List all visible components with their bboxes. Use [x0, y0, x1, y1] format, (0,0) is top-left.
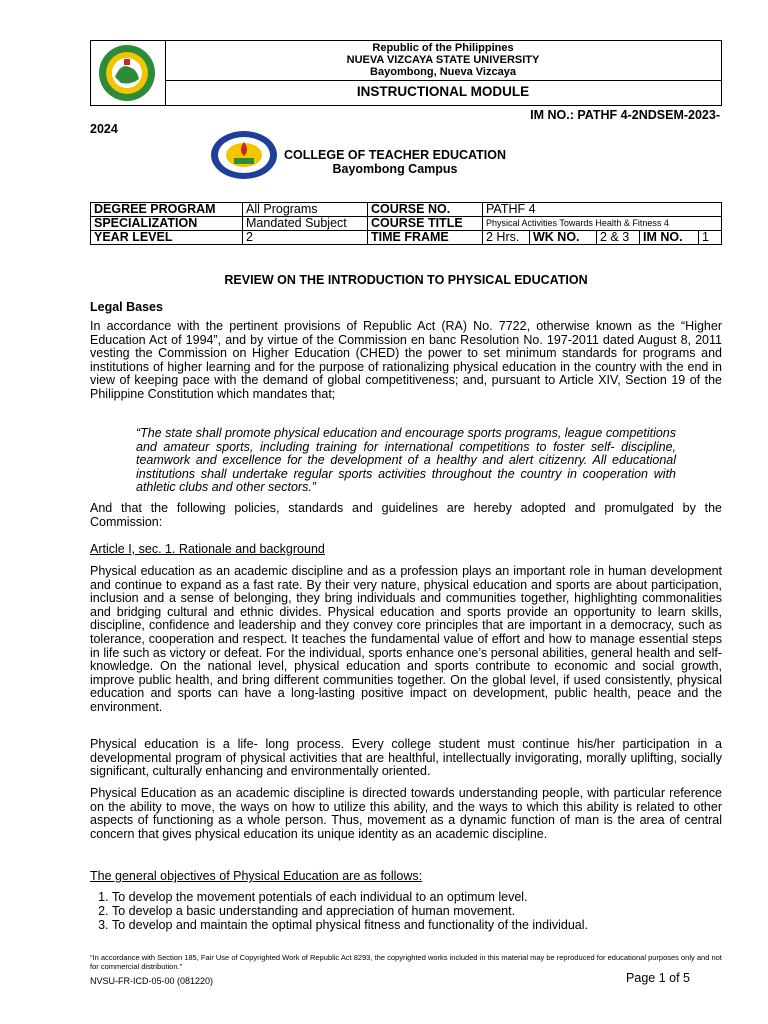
wk-no-value: 2 & 3	[597, 231, 640, 244]
table-row	[91, 217, 722, 231]
objectives-list	[90, 890, 744, 932]
course-info-table	[90, 202, 722, 245]
table-row	[91, 203, 722, 217]
course-no-label: COURSE NO.	[368, 203, 483, 217]
paragraph-legal-bases: In accordance with the pertinent provisions of Republic Act (RA) No. 7722, otherwise known as the “Higher Education Act of 1994”, and by virtue of the Commission en banc Resolution No. 197-2011 dated August 8, 2011 vesting the Commission on Higher Education (CHED) the power to set minimum standards for programs and institutions of higher learning and for the purpose of rationalizing physical education in the country with the end in view of keeping pace with the demand of global competitiveness; and, pursuant to Article XIV, Section 19 of the Philippine Constitution which mandates that;	[90, 319, 722, 401]
list-item: 2. To develop a basic understanding and appreciation of human movement.	[112, 904, 744, 918]
year-level-label: YEAR LEVEL	[91, 231, 243, 245]
degree-program-label: DEGREE PROGRAM	[91, 203, 243, 217]
time-frame-label: TIME FRAME	[368, 231, 483, 245]
college-info	[284, 148, 506, 176]
im-no-label: IM NO.	[640, 231, 699, 244]
course-title-label: COURSE TITLE	[368, 217, 483, 231]
university-location: Bayombong, Nueva Vizcaya	[370, 66, 516, 78]
college-campus: Bayombong Campus	[332, 162, 458, 176]
degree-program-value: All Programs	[243, 203, 368, 217]
college-logo	[210, 130, 278, 185]
form-number: NVSU-FR-ICD-05-00 (081220)	[90, 976, 214, 986]
year-level-value: 2	[243, 231, 368, 245]
list-item: 3. To develop and maintain the optimal physical fitness and functionality of the individual.	[112, 918, 744, 932]
document-header	[90, 40, 722, 106]
article-heading: Article I, sec. 1. Rationale and background	[90, 542, 325, 556]
list-item: 1. To develop the movement potentials of each individual to an optimum level.	[112, 890, 744, 904]
college-seal-icon	[210, 130, 278, 180]
time-frame-subtable	[483, 231, 721, 244]
college-name: COLLEGE OF TEACHER EDUCATION	[284, 148, 506, 162]
university-seal-icon	[91, 41, 163, 105]
course-no-value: PATHF 4	[483, 203, 722, 217]
constitution-quote: “The state shall promote physical education and encourage sports programs, league competitions and amateur sports, including training for international competitions to foster self- discipline, teamwork and excellence for the development of a healthy and alert citizenry. All educational institutions shall undertake regular sports activities throughout the country in cooperation with athletic clubs and other sectors.”	[136, 426, 676, 495]
university-name: NUEVA VIZCAYA STATE UNIVERSITY	[346, 54, 540, 66]
university-seal-cell	[91, 41, 166, 105]
time-frame-cell	[483, 231, 722, 245]
specialization-value: Mandated Subject	[243, 217, 368, 231]
legal-bases-heading: Legal Bases	[90, 300, 163, 314]
paragraph-lifelong: Physical education is a life- long process. Every college student must continue his/her participation in a developmental program of physical activities that are healthful, intellectually invigorating, morally uplifting, socially significant, culturally enhancing and environmentally oriented.	[90, 737, 722, 779]
copyright-note: “In accordance with Section 185, Fair Use of Copyrighted Work of Republic Act 8293, the copyrighted works included in this material may be reproduced for educational purposes only and not for commercial distribution.”	[90, 953, 722, 971]
table-row	[91, 231, 722, 245]
wk-no-label: WK NO.	[530, 231, 597, 244]
im-no-value: 1	[702, 230, 709, 244]
republic-label: Republic of the Philippines	[372, 42, 514, 54]
page-number: Page 1 of 5	[626, 971, 690, 985]
paragraph-rationale: Physical education as an academic discipline and as a profession plays an important role in human development and continue to expand as a fast rate. By their very nature, physical education and sports are about participation, inclusion and a sense of belonging, they bring individuals and communities together, highlighting commonalities and bridging cultural and ethnic divides. Physical education and sports provide an opportunity to learn skills, discipline, confidence and leadership and they convey core principles that are important in a democracy, such as tolerance, cooperation and respect. It teaches the fundamental value of effort and how to manage essential steps in life such as victory or defeat. For the individual, sports enhance one’s personal abilities, general health and self-knowledge. On the national level, physical education and sports contribute to economic and social growth, improve public health, and bring different communities together. On the global level, if used consistently, physical education and sports can have a long-lasting positive impact on development, public health, peace and the environment.	[90, 564, 722, 714]
module-title: INSTRUCTIONAL MODULE	[356, 84, 530, 99]
im-number-line2: 2024	[90, 122, 118, 136]
course-title-value: Physical Activities Towards Health & Fitness 4	[483, 217, 722, 231]
specialization-label: SPECIALIZATION	[91, 217, 243, 231]
im-number-line1: IM NO.: PATHF 4-2NDSEM-2023-	[530, 108, 720, 122]
paragraph-policies: And that the following policies, standards and guidelines are hereby adopted and promulgated by the Commission:	[90, 501, 722, 529]
objectives-heading: The general objectives of Physical Education are as follows:	[90, 869, 423, 883]
time-frame-value: 2 Hrs.	[483, 231, 530, 244]
document-title: REVIEW ON THE INTRODUCTION TO PHYSICAL EDUCATION	[224, 273, 588, 287]
university-info	[165, 41, 721, 81]
paragraph-discipline: Physical Education as an academic discipline is directed towards understanding people, with particular reference on the ability to move, the ways on how to utilize this ability, and the ways to which this ability is related to other aspects of functioning as a whole person. Thus, movement as a dynamic function of man is the area of central concern that gives physical education its unique identity as an academic discipline.	[90, 786, 722, 841]
